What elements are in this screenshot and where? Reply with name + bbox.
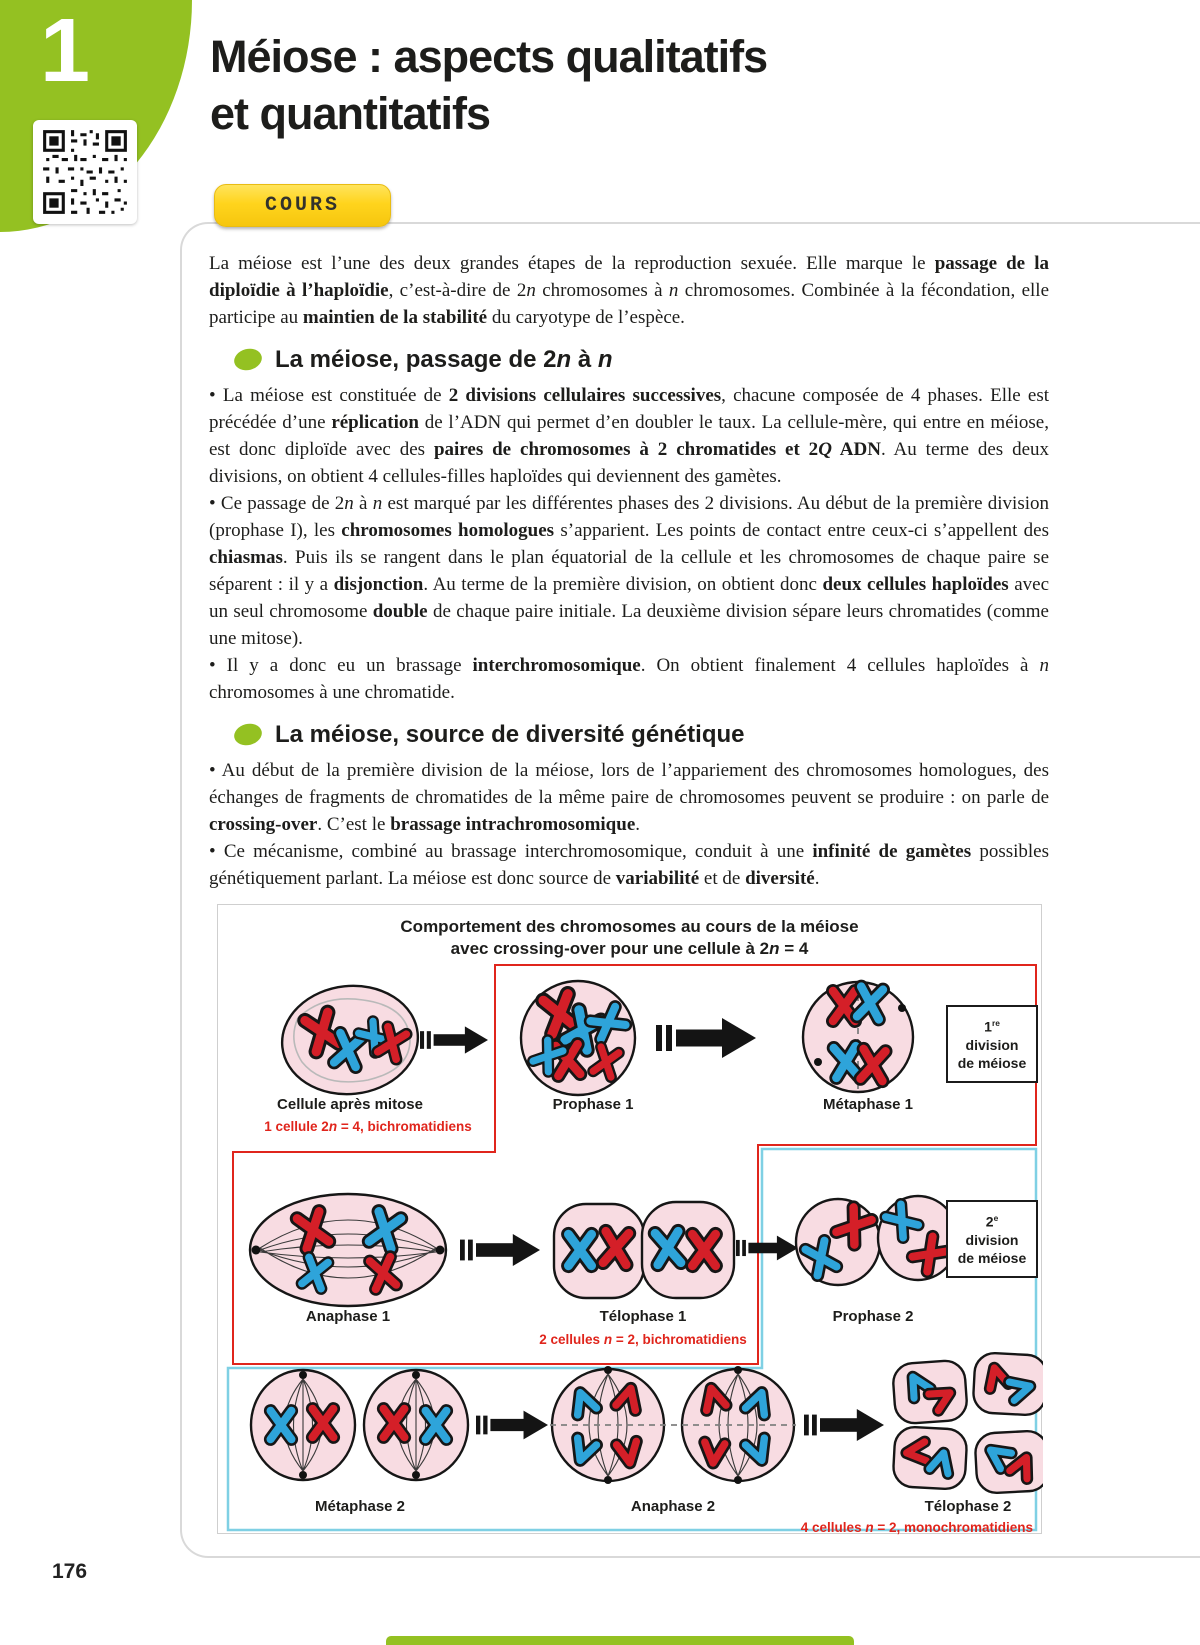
division-box-2-line1: 2e: [985, 1213, 999, 1230]
qr-code: [33, 120, 137, 224]
division-box-2: [946, 1200, 1038, 1278]
cell-after-mitosis: [277, 979, 424, 1101]
section-1-heading-text: La méiose, passage de 2n à n: [275, 346, 613, 373]
section-2-heading: [234, 721, 1049, 748]
content-card: [180, 222, 1200, 1558]
footer-bar: [386, 1636, 854, 1645]
qr-code-icon: [40, 127, 130, 217]
division-box-1-line3: de méiose: [957, 1054, 1027, 1071]
section-2-bullet-2: • Ce mécanisme, combiné au brassage interchromosomique, conduit à une infinité de gamètes possibles génétiquement parlant. La méiose est donc source de variabilité et de diversité.: [209, 841, 1049, 889]
arrow-icon: [476, 1411, 548, 1440]
text-column: [209, 224, 1049, 1534]
chapter-number: 1: [40, 1, 91, 101]
meiosis-diagram: [218, 905, 1043, 1535]
page-number: 176: [52, 1560, 88, 1583]
division-box-1-line1: 1re: [984, 1018, 1000, 1035]
section-2-heading-text: La méiose, source de diversité génétique: [275, 721, 745, 748]
caption-2-cells: 2 cellules n = 2, bichromatidiens: [539, 1332, 747, 1347]
arrow-icon: [460, 1234, 540, 1266]
caption-4-cells: 4 cellules n = 2, monochromatidiens: [800, 1520, 1033, 1535]
green-dot-icon: [232, 721, 264, 748]
section-1-bullet-1: • La méiose est constituée de 2 divisions cellulaires successives, chacune composée de 4 phases. Elle est précédée d’une réplication de l’ADN qui permet d’en doubler le taux. La cellule-mère, qui entre en méiose, est donc diploïde avec des paires de chromosomes à 2 chromatides et 2Q ADN. Au terme des deux divisions, on obtient 4 cellules-filles haploïdes qui deviennent des gamètes.: [209, 385, 1050, 487]
cell-prophase-1: [521, 981, 635, 1095]
stage-label-prophase-2: Prophase 2: [832, 1308, 914, 1325]
meiosis-figure: [217, 904, 1042, 1534]
division-box-1: [946, 1005, 1038, 1083]
stage-label-metaphase-1: Métaphase 1: [822, 1096, 914, 1113]
section-1-heading: [234, 346, 1049, 373]
stage-label-cell-after-mitosis: Cellule après mitose: [277, 1096, 423, 1113]
arrow-icon: [804, 1409, 884, 1441]
arrow-icon: [656, 1018, 756, 1058]
cell-anaphase-1: [250, 1194, 446, 1306]
cells-prophase-2: [796, 1196, 958, 1285]
stage-label-anaphase-2: Anaphase 2: [630, 1498, 716, 1515]
stage-label-anaphase-1: Anaphase 1: [305, 1308, 391, 1325]
section-2-bullet-1: • Au début de la première division de la méiose, lors de l’appariement des chromosomes homologues, des échanges de fragments de chromatides de la même paire de chromosomes peuvent se produire : on parle de crossing-over. C’est le brassage intrachromosomique.: [209, 760, 1049, 835]
cells-metaphase-2: [251, 1370, 468, 1480]
cell-metaphase-1: [803, 982, 913, 1092]
cells-telophase-1: [554, 1202, 734, 1298]
caption-1-cell: 1 cellule 2n = 4, bichromatidiens: [264, 1119, 472, 1134]
stage-label-prophase-1: Prophase 1: [552, 1096, 634, 1113]
section-1-bullet-3: • Il y a donc eu un brassage interchromosomique. On obtient finalement 4 cellules haploïdes à n chromosomes à une chromatide.: [209, 655, 1049, 703]
intro-paragraph: La méiose est l’une des deux grandes étapes de la reproduction sexuée. Elle marque le passage de la diploïdie à l’haploïdie, c’est-à-dire de 2n chromosomes à n chromosomes. Combinée à la fécondation, elle participe au maintien de la stabilité du caryotype de l’espèce.: [209, 253, 1050, 328]
green-dot-icon: [232, 346, 264, 373]
cells-telophase-2: [892, 1352, 1043, 1494]
stage-label-telophase-2: Télophase 2: [924, 1498, 1012, 1515]
cells-anaphase-2: [550, 1366, 796, 1484]
arrow-icon: [420, 1026, 488, 1053]
cours-badge: COURS: [214, 184, 391, 227]
page-title-line1: Méiose : aspects qualitatifs: [210, 31, 768, 82]
division-box-2-line3: de méiose: [957, 1249, 1027, 1266]
page-title-line2: et quantitatifs: [210, 88, 491, 139]
stage-label-metaphase-2: Métaphase 2: [314, 1498, 406, 1515]
figure-title-line1: Comportement des chromosomes au cours de la méiose: [400, 917, 859, 936]
arrow-icon: [736, 1236, 798, 1261]
division-box-2-line2: division: [965, 1231, 1019, 1248]
stage-label-telophase-1: Télophase 1: [599, 1308, 687, 1325]
figure-title-line2: avec crossing-over pour une cellule à 2n = 4: [450, 939, 809, 958]
division-box-1-line2: division: [965, 1036, 1019, 1053]
page-title: [210, 28, 767, 142]
section-1-bullet-2: • Ce passage de 2n à n est marqué par les différentes phases des 2 divisions. Au début de la première division (prophase I), les chromosomes homologues s’apparient. Les points de contact entre ceux-ci s’appellent des chiasmas. Puis ils se rangent dans le plan équatorial de la cellule et les chromosomes de chaque paire se séparent : il y a disjonction. Au terme de la première division, on obtient donc deux cellules haploïdes avec un seul chromosome double de chaque paire initiale. La deuxième division sépare leurs chromatides (comme une mitose).: [209, 493, 1050, 649]
